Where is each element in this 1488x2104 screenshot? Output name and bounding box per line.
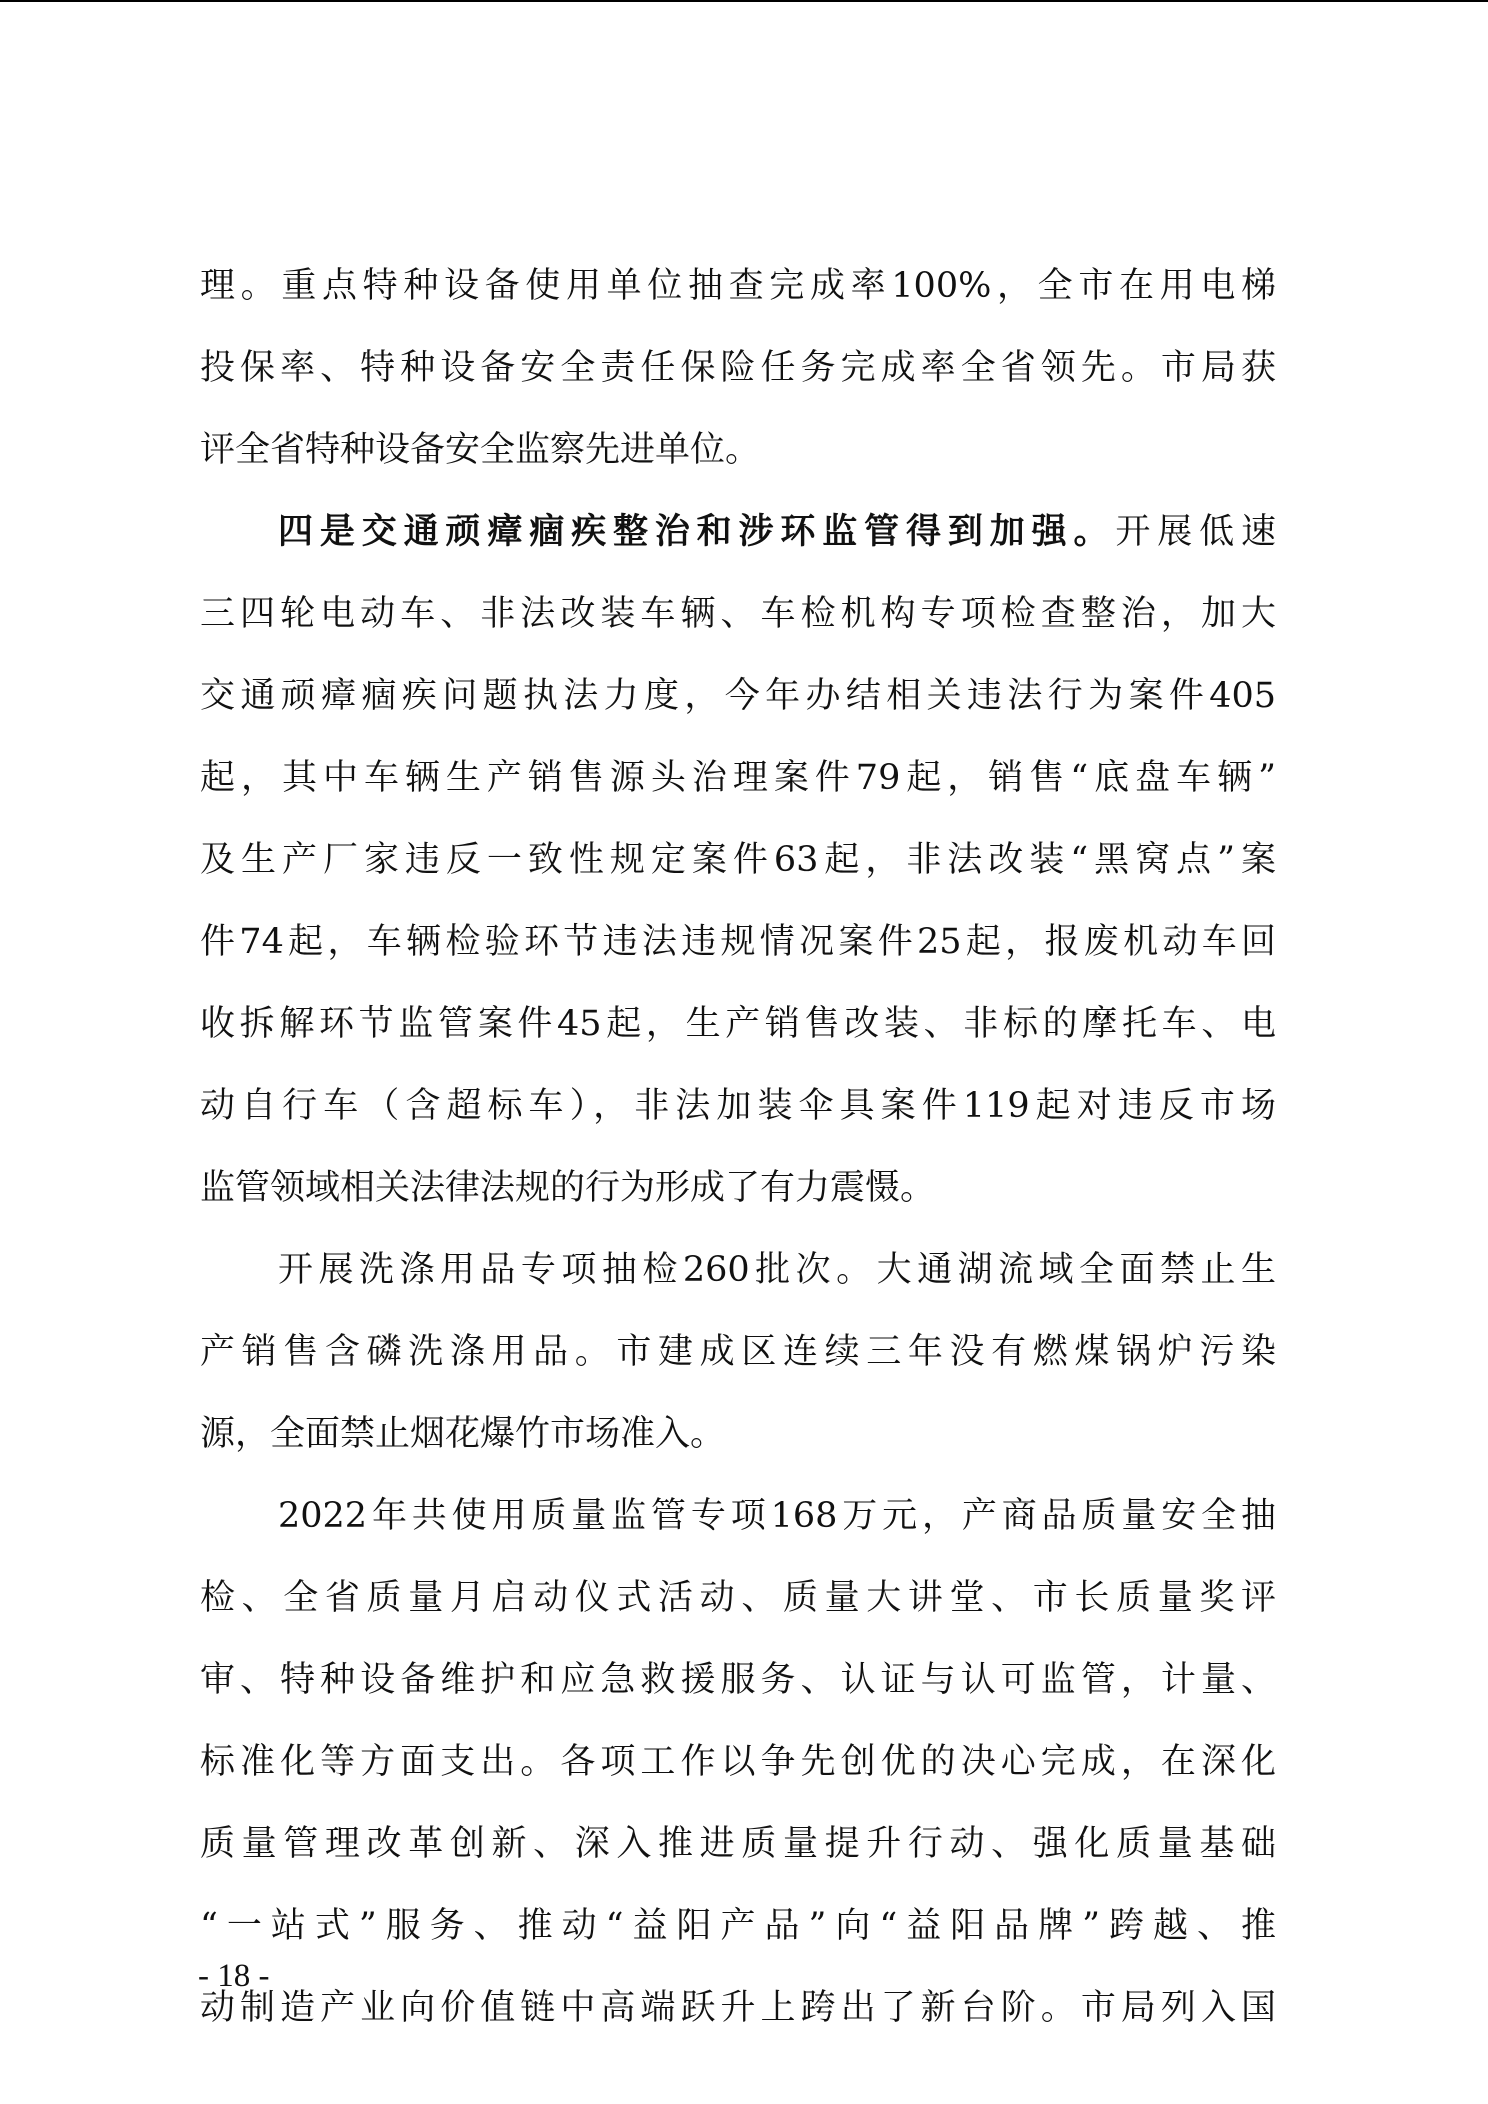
paragraph-line: 审、特种设备维护和应急救援服务、认证与认可监管，计量、 [200, 1660, 1276, 1700]
paragraph-line: 动制造产业向价值链中高端跃升上跨出了新台阶。市局列入国 [200, 1988, 1276, 2028]
paragraph-line: 2022年共使用质量监管专项168万元，产商品质量安全抽 [278, 1496, 1276, 1536]
paragraph-line: 源，全面禁止烟花爆竹市场准入。 [200, 1414, 726, 1454]
paragraph-line: 理。重点特种设备使用单位抽查完成率100%，全市在用电梯 [200, 266, 1276, 306]
paragraph-line-with-heading [200, 508, 1276, 590]
page-number: - 18 - [198, 1958, 270, 1994]
paragraph-line: 评全省特种设备安全监察先进单位。 [200, 430, 761, 470]
paragraph-line: 收拆解环节监管案件45起，生产销售改装、非标的摩托车、电 [200, 1004, 1276, 1044]
paragraph-line: 投保率、特种设备安全责任保险任务完成率全省领先。市局获 [200, 348, 1276, 388]
paragraph-line: 动自行车（含超标车），非法加装伞具案件119起对违反市场 [200, 1086, 1276, 1126]
paragraph-line: 质量管理改革创新、深入推进质量提升行动、强化质量基础 [200, 1824, 1276, 1864]
paragraph-line: 起，其中车辆生产销售源头治理案件79起，销售“底盘车辆” [200, 758, 1276, 798]
paragraph-line: 产销售含磷洗涤用品。市建成区连续三年没有燃煤锅炉污染 [200, 1332, 1276, 1372]
paragraph-line: 监管领域相关法律法规的行为形成了有力震慑。 [200, 1168, 936, 1208]
paragraph-line: 交通顽瘴痼疾问题执法力度，今年办结相关违法行为案件405 [200, 676, 1276, 716]
paragraph-line: 开展洗涤用品专项抽检260批次。大通湖流域全面禁止生 [278, 1250, 1276, 1290]
section-heading: 四是交通顽瘴痼疾整治和涉环监管得到加强。 [278, 511, 1116, 552]
paragraph-text: 开展低速 [1115, 512, 1276, 552]
page-top-border [0, 0, 1488, 2]
paragraph-line: 件74起，车辆检验环节违法违规情况案件25起，报废机动车回 [200, 922, 1276, 962]
paragraph-line: 及生产厂家违反一致性规定案件63起，非法改装“黑窝点”案 [200, 840, 1276, 880]
paragraph-line: 标准化等方面支出。各项工作以争先创优的决心完成，在深化 [200, 1742, 1276, 1782]
paragraph-line: 三四轮电动车、非法改装车辆、车检机构专项检查整治，加大 [200, 594, 1276, 634]
paragraph-line: 检、全省质量月启动仪式活动、质量大讲堂、市长质量奖评 [200, 1578, 1276, 1618]
paragraph-line: “一站式”服务、推动“益阳产品”向“益阳品牌”跨越、推 [200, 1906, 1276, 1946]
document-body [200, 262, 1276, 2066]
